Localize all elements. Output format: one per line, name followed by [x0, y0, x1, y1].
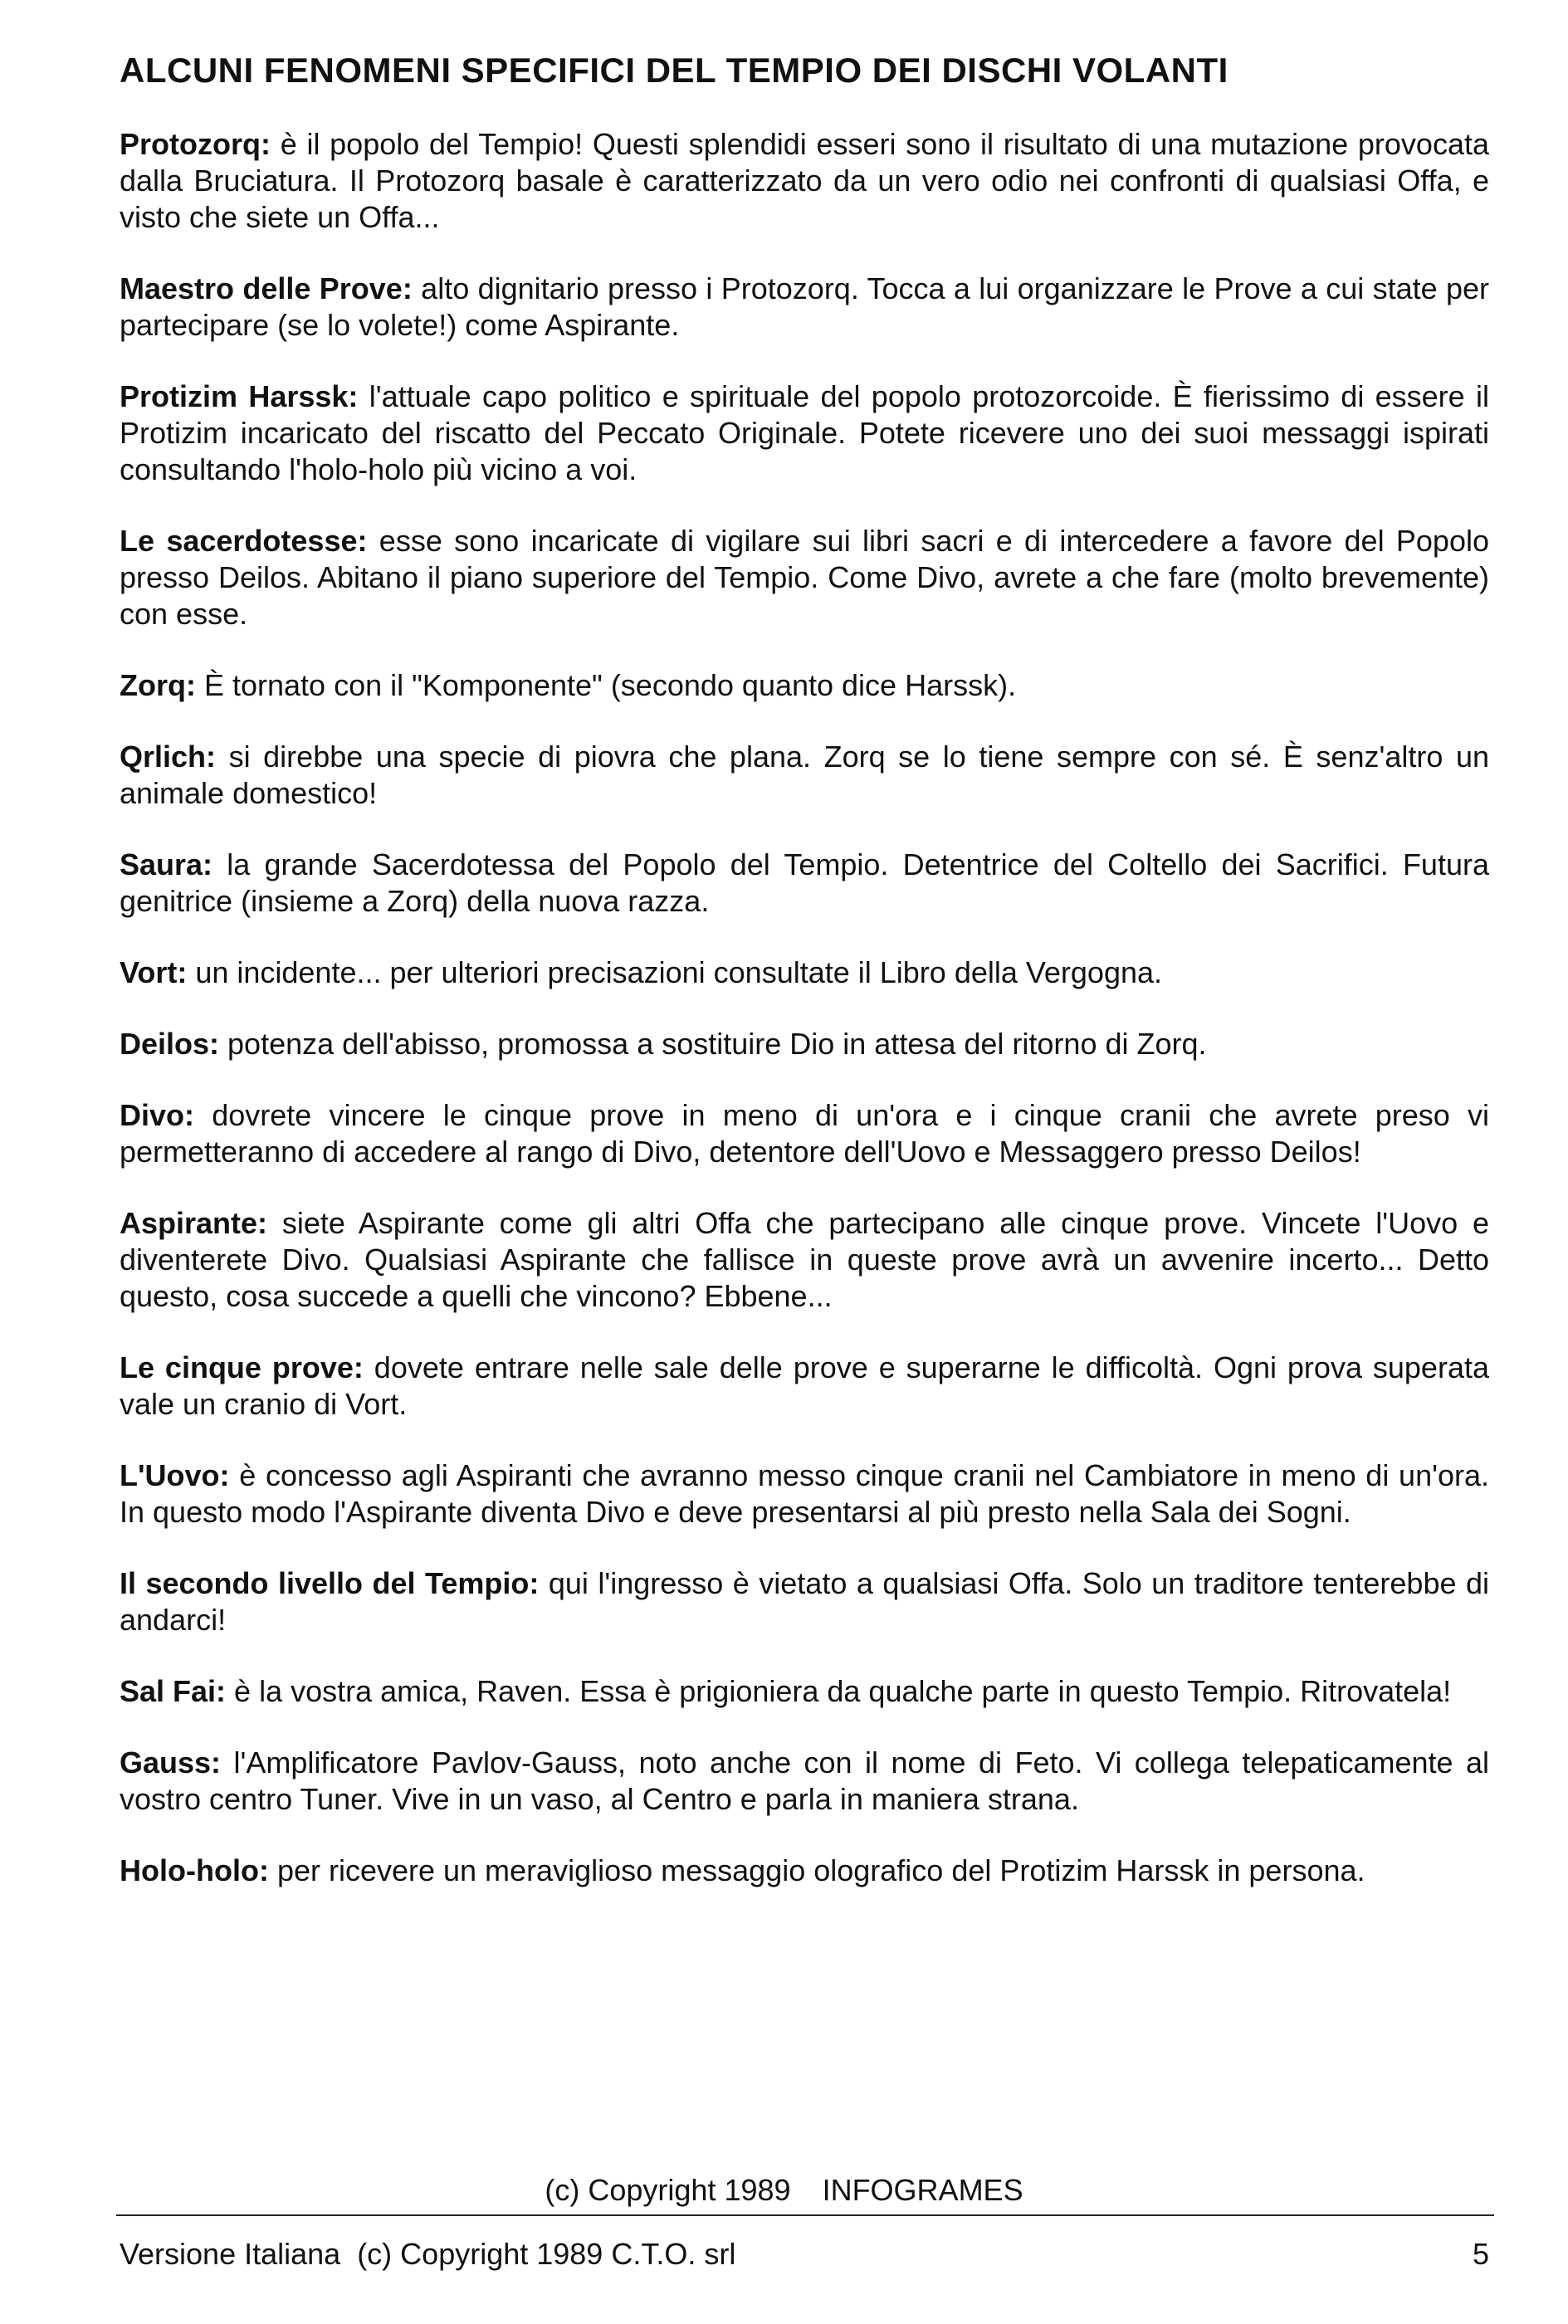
entry-qrlich: [120, 739, 1489, 812]
entry-text: un incidente... per ulteriori precisazioni consultate il Libro della Vergogna.: [187, 955, 1163, 990]
entry-maestro-delle-prove: [120, 271, 1489, 344]
page-body: [120, 50, 1489, 1924]
entry-text: è concesso agli Aspiranti che avranno messo cinque cranii nel Cambiatore in meno di un'ora. In questo modo l'Aspirante diventa Divo e deve presentarsi al più presto nella Sala dei Sogni.: [120, 1458, 1489, 1530]
entry-divo: [120, 1097, 1489, 1170]
entry-saura: [120, 847, 1489, 920]
entry-term: Il secondo livello del Tempio:: [120, 1566, 540, 1601]
entry-term: Saura:: [120, 847, 213, 882]
entry-holo-holo: [120, 1853, 1489, 1889]
entry-text: è il popolo del Tempio! Questi splendidi esseri sono il risultato di una mutazione provocata dalla Bruciatura. Il Protozorq basale è caratterizzato da un vero odio nei confronti di qualsiasi Offa, e visto che siete un Offa...: [120, 127, 1489, 235]
entry-aspirante: [120, 1205, 1489, 1315]
entry-term: Le sacerdotesse:: [120, 524, 368, 559]
entry-text: È tornato con il "Komponente" (secondo quanto dice Harssk).: [195, 668, 1017, 703]
entry-uovo: [120, 1457, 1489, 1531]
copyright-company: INFOGRAMES: [822, 2173, 1023, 2207]
entry-gauss: [120, 1745, 1489, 1818]
entry-sal-fai: [120, 1673, 1489, 1710]
page-footer: [120, 2237, 1489, 2272]
entry-term: Deilos:: [120, 1027, 220, 1062]
entry-term: L'Uovo:: [120, 1458, 230, 1493]
page-number: 5: [1472, 2237, 1489, 2271]
entry-text: si direbbe una specie di piovra che plana. Zorq se lo tiene sempre con sé. È senz'altro un animale domestico!: [120, 740, 1489, 811]
entry-text: per ricevere un meraviglioso messaggio olografico del Protizim Harssk in persona.: [268, 1853, 1365, 1888]
entry-cinque-prove: [120, 1350, 1489, 1423]
entry-protozorq: [120, 126, 1489, 236]
footer-edition: Versione Italiana (c) Copyright 1989 C.T.O. srl: [120, 2237, 736, 2271]
entry-text: dovrete vincere le cinque prove in meno di un'ora e i cinque cranii che avrete preso vi permetteranno di accedere al rango di Divo, detentore dell'Uovo e Messaggero presso Deilos!: [120, 1098, 1489, 1169]
entry-term: Divo:: [120, 1098, 194, 1133]
entry-term: Le cinque prove:: [120, 1350, 364, 1385]
entry-text: qui l'ingresso è vietato a qualsiasi Offa. Solo un traditore tenterebbe di andarci!: [120, 1566, 1489, 1638]
copyright-line: [0, 2173, 1568, 2208]
entry-secondo-livello: [120, 1565, 1489, 1638]
entry-term: Maestro delle Prove:: [120, 271, 413, 306]
entry-term: Sal Fai:: [120, 1674, 227, 1709]
entry-text: esse sono incaricate di vigilare sui libri sacri e di intercedere a favore del Popolo presso Deilos. Abitano il piano superiore del Tempio. Come Divo, avrete a che fare (molto brevemente) con esse.: [120, 524, 1489, 632]
entry-vort: [120, 954, 1489, 991]
entry-term: Aspirante:: [120, 1206, 268, 1241]
entry-term: Zorq:: [120, 668, 196, 703]
entry-sacerdotesse: [120, 523, 1489, 632]
entry-text: l'attuale capo politico e spirituale del popolo protozorcoide. È fierissimo di essere il Protizim incaricato del riscatto del Peccato Originale. Potete ricevere uno dei suoi messaggi ispirati consultando l'holo-holo più vicino a voi.: [120, 379, 1489, 487]
entry-text: siete Aspirante come gli altri Offa che partecipano alle cinque prove. Vincete l'Uovo e diventerete Divo. Qualsiasi Aspirante che fallisce in queste prove avrà un avvenire incerto... Detto questo, cosa succede a quelli che vincono? Ebbene...: [120, 1206, 1489, 1314]
entry-term: Qrlich:: [120, 740, 217, 774]
entry-text: dovete entrare nelle sale delle prove e superarne le difficoltà. Ogni prova superata vale un cranio di Vort.: [120, 1350, 1489, 1422]
copyright-year: (c) Copyright 1989: [545, 2173, 791, 2207]
entry-term: Protozorq:: [120, 127, 271, 162]
entry-text: l'Amplificatore Pavlov-Gauss, noto anche con il nome di Feto. Vi collega telepaticamente al vostro centro Tuner. Vive in un vaso, al Centro e parla in maniera strana.: [120, 1745, 1489, 1817]
entry-zorq: [120, 667, 1489, 704]
entry-protizim-harssk: [120, 378, 1489, 488]
entry-text: la grande Sacerdotessa del Popolo del Tempio. Detentrice del Coltello dei Sacrifici. Futura genitrice (insieme a Zorq) della nuova razza.: [120, 847, 1489, 919]
entry-term: Gauss:: [120, 1745, 222, 1780]
entry-text: potenza dell'abisso, promossa a sostituire Dio in attesa del ritorno di Zorq.: [219, 1027, 1207, 1062]
page-title: ALCUNI FENOMENI SPECIFICI DEL TEMPIO DEI DISCHI VOLANTI: [120, 51, 1229, 90]
entry-term: Protizim Harssk:: [120, 379, 359, 414]
entry-text: alto dignitario presso i Protozorq. Tocca a lui organizzare le Prove a cui state per partecipare (se lo volete!) come Aspirante.: [120, 271, 1490, 343]
entry-term: Holo-holo:: [120, 1853, 269, 1888]
entry-deilos: [120, 1026, 1489, 1062]
footer-divider: [116, 2214, 1494, 2216]
entry-term: Vort:: [120, 955, 188, 990]
entry-text: è la vostra amica, Raven. Essa è prigioniera da qualche parte in questo Tempio. Ritrovatela!: [226, 1674, 1452, 1709]
